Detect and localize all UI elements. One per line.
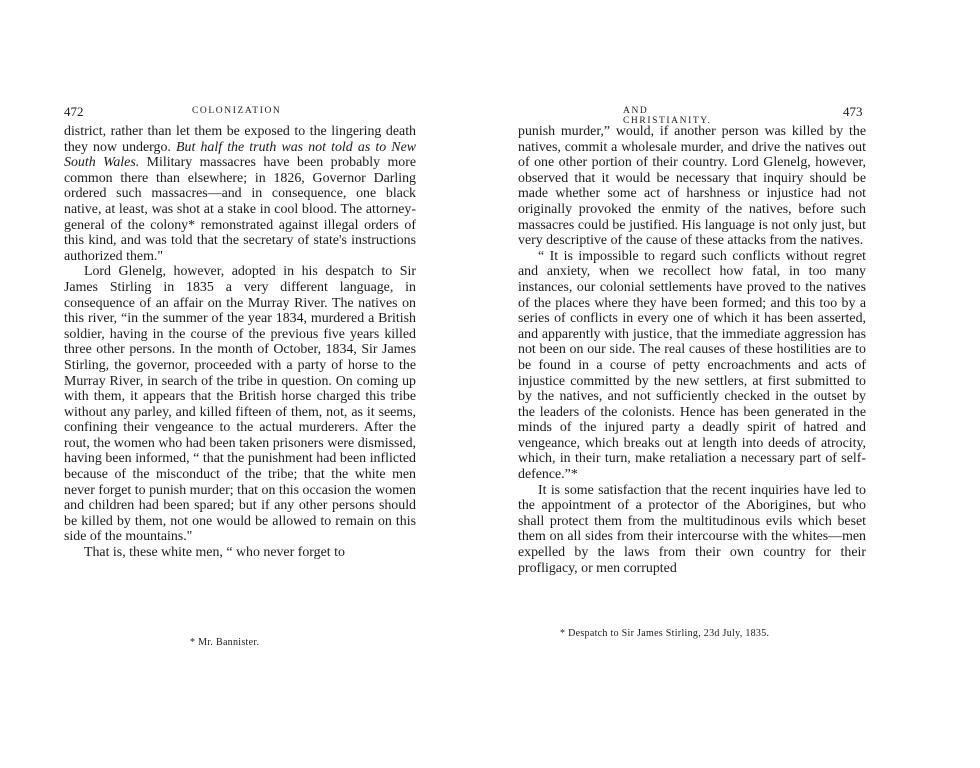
text-segment: Lord Glenelg, however, adopted in his despatch to Sir James Stirling in 1835 a very different language, in consequence of an affair on the Murray River. The natives on this river, “in the summer of the year 1834, murdered a British soldier, having in the course of the previous five years killed three other persons. In the month of October, 1834, Sir James Stirling, the governor, proceeded with a party of horse to the Murray River, in search of the tribe in question. On coming up with them, it appears that the British horse charged this tribe without any parley, and killed fifteen of them, not, as it seems, confining their vengeance to the actual murderers. After the rout, the women who had been taken prisoners were dismissed, having been informed, “ that the punishment had been inflicted because of the misconduct of the tribe; that the white men never forget to punish murder; that on this occasion the women and children had been spared; but if any other persons should be killed by them, not one would be allowed to remain on this side of the mountains." xyxy=(64,264,416,545)
right-page xyxy=(490,0,980,768)
text-segment: That is, these white men, “ who never forget to xyxy=(84,545,345,561)
left-page-body xyxy=(64,124,416,561)
left-footnote: * Mr. Bannister. xyxy=(190,637,260,648)
right-paragraph-2 xyxy=(518,249,866,483)
left-page-number: 472 xyxy=(64,104,84,119)
italic-segment: But half the truth was not told as to New South Wales. xyxy=(64,139,417,171)
right-paragraph-1 xyxy=(518,124,866,249)
right-paragraph-3 xyxy=(518,483,866,577)
right-footnote: * Despatch to Sir James Stirling, 23d July, 1835. xyxy=(560,628,770,639)
right-running-head: AND CHRISTIANITY. xyxy=(623,106,712,126)
text-segment: punish murder,” would, if another person was killed by the natives, commit a wholesale murder, and drive the natives out of one other portion of their country. Lord Glenelg, however, observed that it would be necessary that inquiry should be made whether some act of harshness or injustice had not originally provoked the enmity of the natives, before such massacres could be justified. His language is not only just, but very descriptive of the cause of these attacks from the natives. xyxy=(518,124,866,249)
right-page-body xyxy=(518,124,866,576)
left-paragraph-3 xyxy=(64,545,416,561)
left-paragraph-2 xyxy=(64,264,416,545)
text-segment: Military massacres have been probably more common there than elsewhere; in 1826, Governor Darling ordered such massacres—and in consequence, one black native, at least, was shot at a stake in cool blood. The attorney-general of the colony* remonstrated against illegal orders of this kind, and was told that the secretary of state's instructions authorized them." xyxy=(64,155,416,264)
text-segment: “ It is impossible to regard such conflicts without regret and anxiety, when we recollect how fatal, in too many instances, our colonial settlements have proved to the natives of the places where they have been formed; and this too by a series of conflicts in every one of which it has been asserted, and apparently with justice, that the immediate aggression has not been on our side. The real causes of these hostilities are to be found in a course of petty encroachments and acts of injustice committed by the new settlers, at first submitted to by the natives, and not sufficiently checked in the outset by the leaders of the colonists. Hence has been generated in the minds of the injured party a deadly spirit of hatred and vengeance, which breaks out at length into deeds of atrocity, which, in their turn, make retaliation a necessary part of self-defence.”* xyxy=(518,248,866,483)
text-segment: district, rather than let them be exposed to the lingering death they now undergo. xyxy=(64,124,416,155)
right-page-number: 473 xyxy=(843,104,863,119)
left-paragraph-1 xyxy=(64,124,416,264)
text-segment: It is some satisfaction that the recent inquiries have led to the appointment of a protector of the Aborigines, but who shall protect them from the multitudinous evils which beset them on all sides from their intercourse with the whites—men expelled by the laws from their own country for their profligacy, or men corrupted xyxy=(518,482,866,576)
left-running-head: COLONIZATION xyxy=(192,106,282,116)
